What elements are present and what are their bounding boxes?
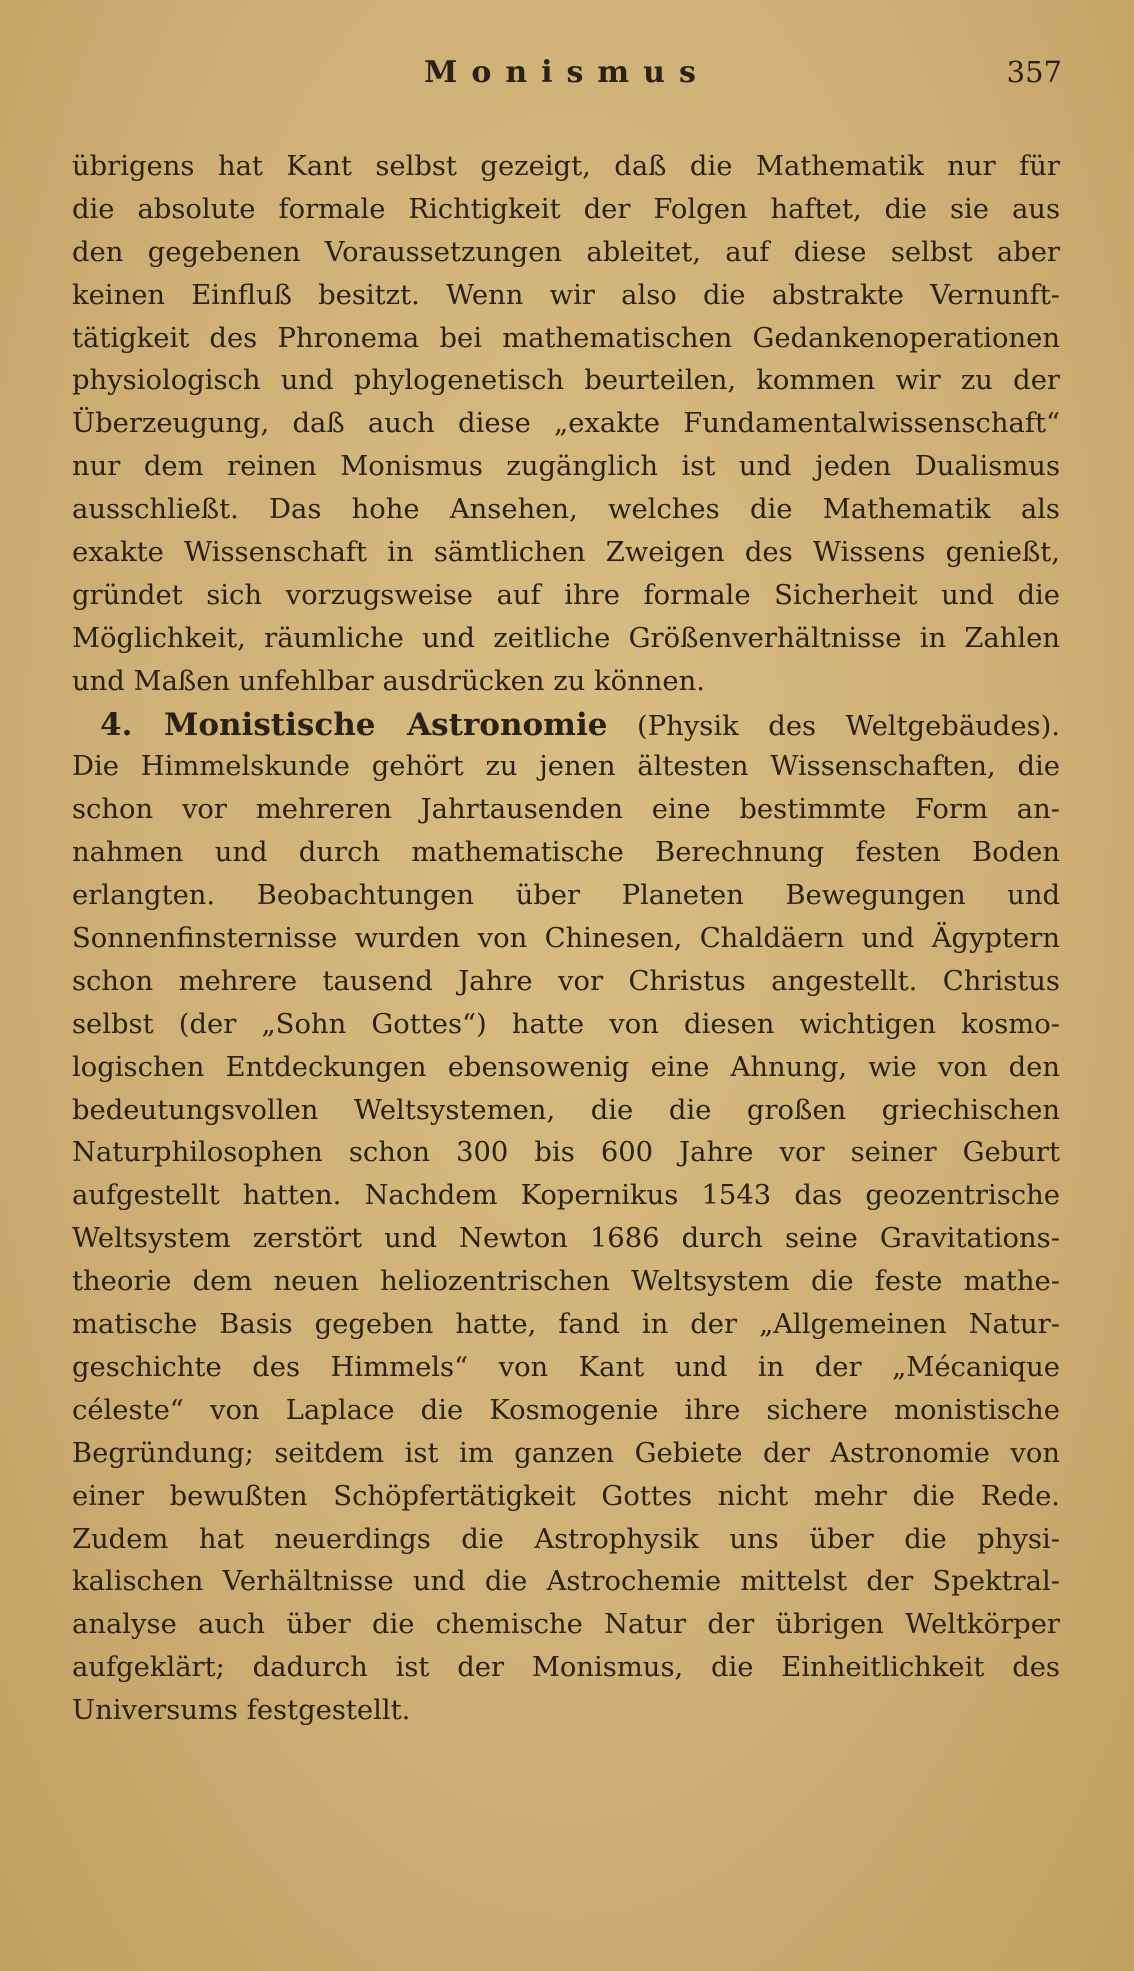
text-line: Weltsystem zerstört und Newton 1686 durch seine Gravitations- (72, 1223, 1060, 1255)
text-line: tätigkeit des Phronema bei mathematischen Gedankenoperationen (72, 322, 1060, 354)
running-head (60, 55, 1074, 95)
section-heading-subtitle: (Physik des Weltgebäudes). (607, 710, 1060, 742)
text-line: schon vor mehreren Jahrtausenden eine bestimmte Form an- (72, 794, 1060, 826)
text-line: Sonnenfinsternisse wurden von Chinesen, Chaldäern und Ägyptern (72, 923, 1060, 955)
text-line: geschichte des Himmels“ von Kant und in der „Mécanique (72, 1351, 1060, 1383)
text-line: nur dem reinen Monismus zugänglich ist und jeden Dualismus (72, 451, 1060, 483)
text-line: céleste“ von Laplace die Kosmogenie ihre sichere monistische (72, 1394, 1060, 1426)
paragraph-mathematics (72, 146, 1060, 704)
body-text (72, 146, 1060, 1733)
text-line: Überzeugung, daß auch diese „exakte Fundamentalwissenschaft“ (72, 408, 1060, 440)
text-line: gründet sich vorzugsweise auf ihre formale Sicherheit und die (72, 579, 1060, 611)
text-line: den gegebenen Voraussetzungen ableitet, auf diese selbst aber (72, 236, 1060, 268)
text-line: ausschließt. Das hohe Ansehen, welches die Mathematik als (72, 494, 1060, 526)
section-heading-line (72, 704, 1060, 747)
text-line: die absolute formale Richtigkeit der Folgen haftet, die sie aus (72, 193, 1060, 225)
section-heading: 4. Monistische Astronomie (100, 706, 608, 743)
text-line: übrigens hat Kant selbst gezeigt, daß die Mathematik nur für (72, 151, 1060, 182)
text-line: Begründung; seitdem ist im ganzen Gebiete der Astronomie von (72, 1437, 1060, 1469)
text-line: Universums festgestellt. (72, 1695, 411, 1727)
text-line: selbst (der „Sohn Gottes“) hatte von diesen wichtigen kosmo- (72, 1008, 1060, 1040)
text-line: einer bewußten Schöpfertätigkeit Gottes nicht mehr die Rede. (72, 1480, 1060, 1512)
running-title: Monismus (424, 55, 710, 90)
text-line: kalischen Verhältnisse und die Astrochemie mittelst der Spektral- (72, 1566, 1060, 1598)
text-line: Zudem hat neuerdings die Astrophysik uns über die physi- (72, 1523, 1060, 1555)
text-line: logischen Entdeckungen ebensowenig eine Ahnung, wie von den (72, 1051, 1060, 1083)
text-line: erlangten. Beobachtungen über Planeten Bewegungen und (72, 880, 1060, 912)
text-line: nahmen und durch mathematische Berechnung festen Boden (72, 837, 1060, 869)
text-line: und Maßen unfehlbar ausdrücken zu können. (72, 665, 705, 697)
text-line: Möglichkeit, räumliche und zeitliche Größenverhältnisse in Zahlen (72, 622, 1060, 654)
text-line: bedeutungsvollen Weltsystemen, die die großen griechischen (72, 1094, 1060, 1126)
section-astronomy (72, 704, 1060, 1733)
text-line: keinen Einfluß besitzt. Wenn wir also die abstrakte Vernunft- (72, 279, 1060, 311)
text-line: matische Basis gegeben hatte, fand in der „Allgemeinen Natur- (72, 1309, 1060, 1341)
page-number: 357 (1006, 55, 1062, 89)
text-line: analyse auch über die chemische Natur der übrigen Weltkörper (72, 1609, 1060, 1641)
text-line: physiologisch und phylogenetisch beurteilen, kommen wir zu der (72, 365, 1060, 397)
text-line: aufgeklärt; dadurch ist der Monismus, die Einheitlichkeit des (72, 1652, 1060, 1684)
text-line: exakte Wissenschaft in sämtlichen Zweigen des Wissens genießt, (72, 537, 1060, 569)
text-line: Naturphilosophen schon 300 bis 600 Jahre vor seiner Geburt (72, 1137, 1060, 1169)
text-line: theorie dem neuen heliozentrischen Weltsystem die feste mathe- (72, 1266, 1060, 1298)
text-line: Die Himmelskunde gehört zu jenen ältesten Wissenschaften, die (72, 751, 1060, 783)
text-line: schon mehrere tausend Jahre vor Christus angestellt. Christus (72, 965, 1060, 997)
text-line: aufgestellt hatten. Nachdem Kopernikus 1543 das geozentrische (72, 1180, 1060, 1212)
